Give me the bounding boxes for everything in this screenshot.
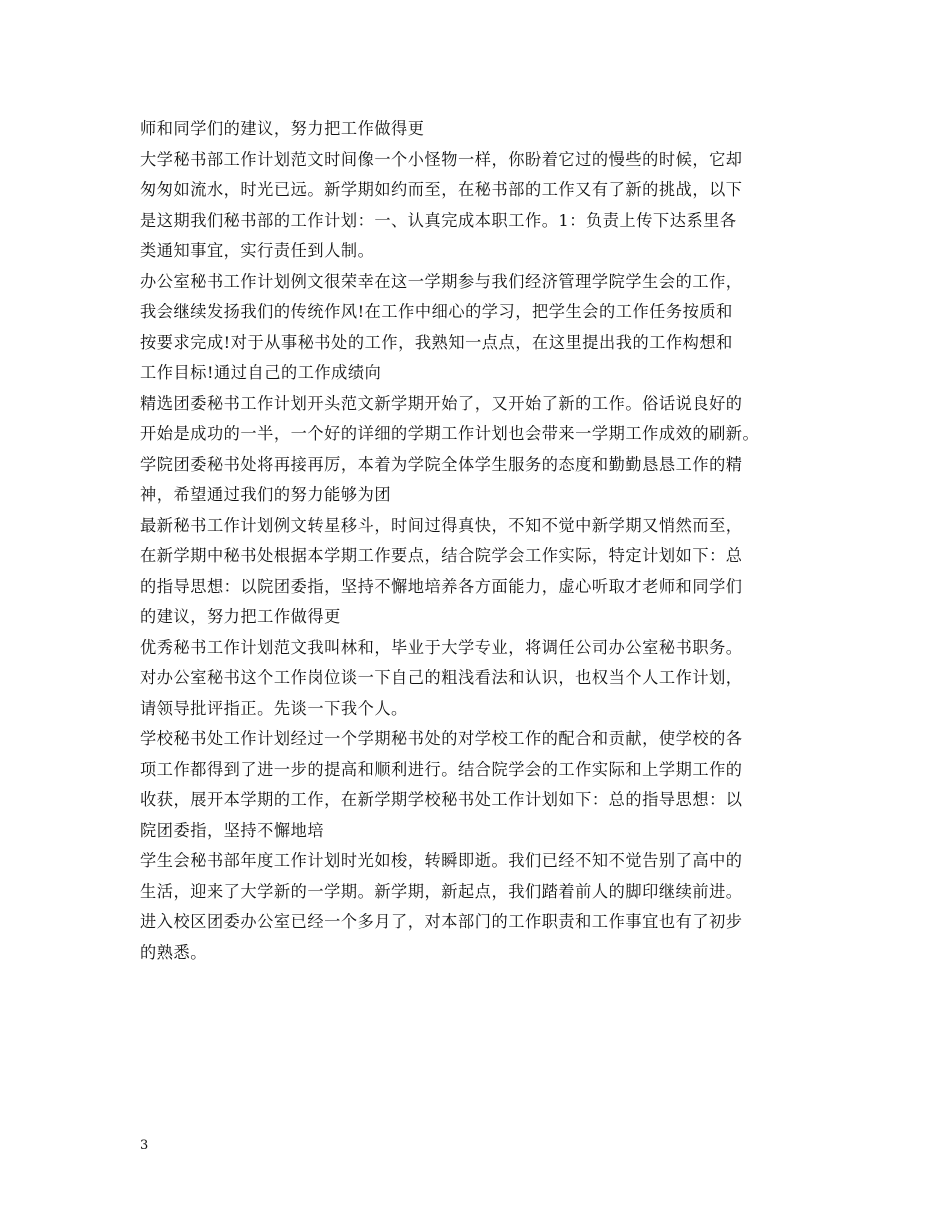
text-line: 进入校区团委办公室已经一个多月了，对本部门的工作职责和工作事宜也有了初步 [140,912,743,931]
text-line: 学生会秘书部年度工作计划时光如梭，转瞬即逝。我们已经不知不觉告别了高中的 [140,851,743,870]
text-line: 的建议，努力把工作做得更 [140,607,341,626]
text-line: 收获，展开本学期的工作，在新学期学校秘书处工作计划如下：总的指导思想：以 [140,790,743,809]
text-line: 我会继续发扬我们的传统作风!在工作中细心的学习，把学生会的工作任务按质和 [140,302,733,321]
document-body [140,114,812,968]
text-line: 神，希望通过我们的努力能够为团 [140,485,392,504]
text-line: 学校秘书处工作计划经过一个学期秘书处的对学校工作的配合和贡献，使学校的各 [140,729,743,748]
text-line: 精选团委秘书工作计划开头范文新学期开始了，又开始了新的工作。俗话说良好的 [140,393,743,413]
text-line: 对办公室秘书这个工作岗位谈一下自己的粗浅看法和认识，也权当个人工作计划， [140,668,743,687]
text-line: 开始是成功的一半，一个好的详细的学期工作计划也会带来一学期工作成效的刷新。 [140,424,760,443]
text-line: 最新秘书工作计划例文转星移斗，时间过得真快，不知不觉中新学期又悄然而至， [140,515,743,535]
text-line: 学院团委秘书处将再接再厉，本着为学院全体学生服务的态度和勤勤恳恳工作的精 [140,454,743,474]
page-number: 3 [140,1138,149,1153]
text-line: 办公室秘书工作计划例文很荣幸在这一学期参与我们经济管理学院学生会的工作， [140,271,743,291]
text-line: 优秀秘书工作计划范文我叫林和，毕业于大学专业，将调任公司办公室秘书职务。 [140,637,743,657]
text-line: 的指导思想：以院团委指，坚持不懈地培养各方面能力，虚心听取才老师和同学们 [140,576,743,596]
text-line: 是这期我们秘书部的工作计划：一、认真完成本职工作。1：负责上传下达系里各 [140,210,737,230]
text-line: 按要求完成!对于从事秘书处的工作，我熟知一点点，在这里提出我的工作构想和 [140,332,733,352]
text-line: 在新学期中秘书处根据本学期工作要点，结合院学会工作实际，特定计划如下：总 [140,546,743,565]
text-line: 生活，迎来了大学新的一学期。新学期，新起点，我们踏着前人的脚印继续前进。 [140,881,743,901]
text-line: 工作目标!通过自己的工作成绩向 [140,363,382,382]
text-line: 院团委指，坚持不懈地培 [140,820,325,840]
text-line: 大学秘书部工作计划范文时间像一个小怪物一样，你盼着它过的慢些的时候，它却 [140,149,743,169]
text-line: 匆匆如流水，时光已远。新学期如约而至，在秘书部的工作又有了新的挑战，以下 [140,180,743,199]
text-line: 的熟悉。 [140,942,207,962]
text-line: 师和同学们的建议，努力把工作做得更 [140,119,425,138]
text-line: 项工作都得到了进一步的提高和顺利进行。结合院学会的工作实际和上学期工作的 [140,759,743,779]
text-line: 请领导批评指正。先谈一下我个人。 [140,698,408,718]
text-line: 类通知事宜，实行责任到人制。 [140,241,375,260]
